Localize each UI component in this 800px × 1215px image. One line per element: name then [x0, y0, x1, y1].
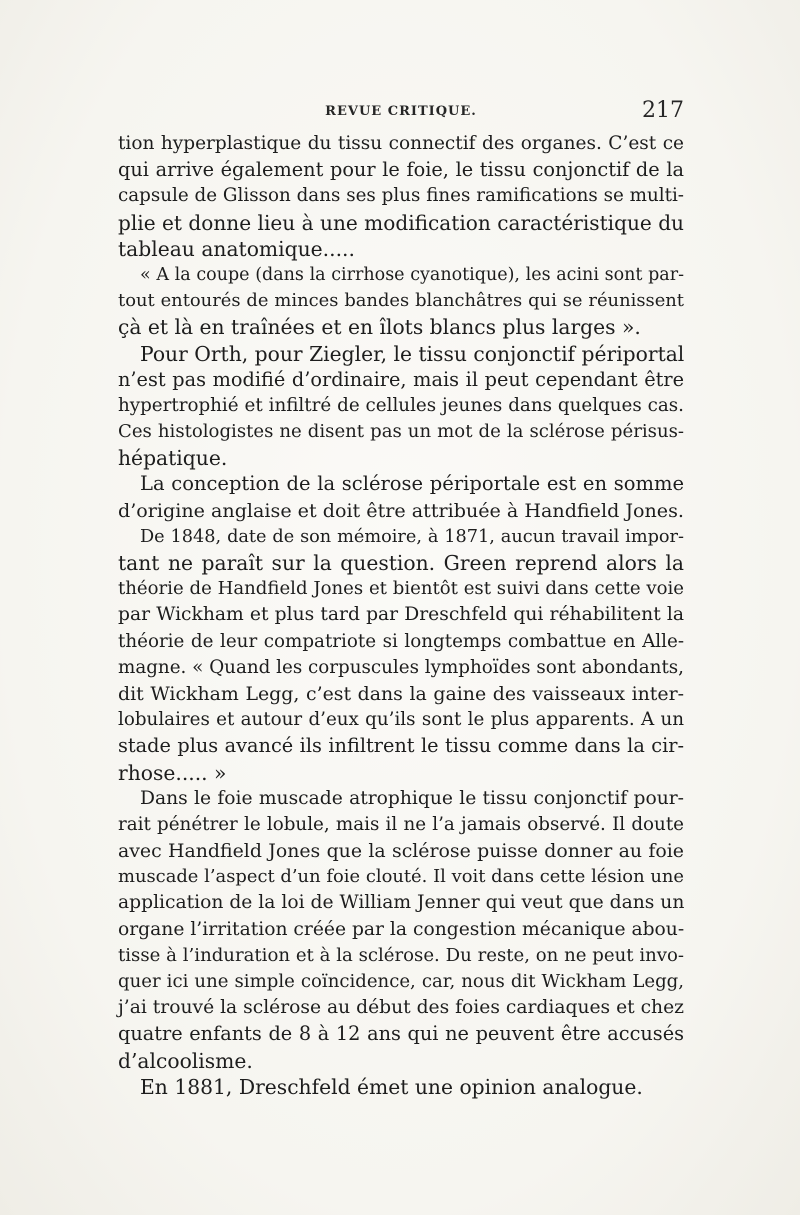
text-line: qui arrive également pour le foie, le tissu conjonctif de la	[118, 158, 684, 182]
text-line: quer ici une simple coïncidence, car, nous dit Wickham Legg,	[118, 971, 684, 992]
text-line: dit Wickham Legg, c’est dans la gaine des vaisseaux inter-	[118, 682, 684, 705]
text-line: tant ne paraît sur la question. Green reprend alors la	[118, 551, 684, 575]
text-line: par Wickham et plus tard par Dreschfeld qui réhabilitent la	[118, 604, 684, 626]
text-line: Dans le foie muscade atrophique le tissu conjonctif pour-	[140, 787, 684, 809]
text-line: théorie de Handfield Jones et bientôt est suivi dans cette voie	[118, 578, 684, 600]
text-line: tout entourés de minces bandes blanchâtres qui se réunissent	[118, 290, 684, 312]
text-line: En 1881, Dreschfeld émet une opinion analogue.	[140, 1074, 643, 1099]
text-line: « A la coupe (dans la cirrhose cyanotique), les acini sont par-	[140, 264, 684, 285]
text-line: muscade l’aspect d’un foie clouté. Il voit dans cette lésion une	[118, 866, 684, 888]
text-line: tisse à l’induration et à la sclérose. Du reste, on ne peut invo-	[118, 944, 684, 966]
text-line: stade plus avancé ils infiltrent le tissu comme dans la cir-	[118, 734, 684, 758]
text-line: organe l’irritation créée par la congestion mécanique abou-	[118, 918, 685, 940]
running-head	[118, 98, 684, 128]
text-line: La conception de la sclérose périportale est en somme	[140, 472, 684, 496]
text-line: lobulaires et autour d’eux qu’ils sont le plus apparents. A un	[118, 709, 684, 731]
text-line: plie et donne lieu à une modification caractéristique du	[118, 210, 684, 235]
text-line: j’ai trouvé la sclérose au début des foies cardiaques et chez	[118, 997, 684, 1019]
text-line: magne. « Quand les corpuscules lymphoïdes sont abondants,	[118, 656, 684, 678]
running-head-title: REVUE CRITIQUE.	[325, 104, 477, 119]
body-text	[118, 131, 684, 1100]
text-line: capsule de Glisson dans ses plus fines ramifications se multi-	[118, 185, 684, 207]
text-line: rait pénétrer le lobule, mais il ne l’a jamais observé. Il doute	[118, 813, 684, 835]
text-line: tion hyperplastique du tissu connectif des organes. C’est ce	[118, 133, 684, 154]
text-line: n’est pas modifié d’ordinaire, mais il peut cependant être	[118, 367, 684, 391]
text-line: Pour Orth, pour Ziegler, le tissu conjonctif périportal	[140, 341, 685, 366]
text-line: quatre enfants de 8 à 12 ans qui ne peuvent être accusés	[118, 1022, 684, 1046]
text-line: Ces histologistes ne disent pas un mot de la sclérose périsus-	[118, 421, 684, 443]
text-line: tableau anatomique.....	[118, 236, 355, 261]
text-line: théorie de leur compatriote si longtemps combattue en Alle-	[118, 630, 684, 652]
text-line: çà et là en traînées et en îlots blancs plus larges ».	[118, 315, 641, 340]
text-line: avec Handfield Jones que la sclérose puisse donner au foie	[118, 840, 684, 863]
text-line: d’alcoolisme.	[118, 1048, 253, 1073]
text-line: hépatique.	[118, 446, 228, 471]
text-line: hypertrophié et infiltré de cellules jeunes dans quelques cas.	[118, 394, 684, 416]
text-line: application de la loi de William Jenner qui veut que dans un	[118, 892, 685, 914]
text-line: d’origine anglaise et doit être attribuée à Handfield Jones.	[118, 498, 684, 522]
text-line: De 1848, date de son mémoire, à 1871, aucun travail impor-	[140, 526, 684, 547]
page-number: 217	[642, 98, 684, 123]
text-line: rhose..... »	[118, 760, 227, 785]
